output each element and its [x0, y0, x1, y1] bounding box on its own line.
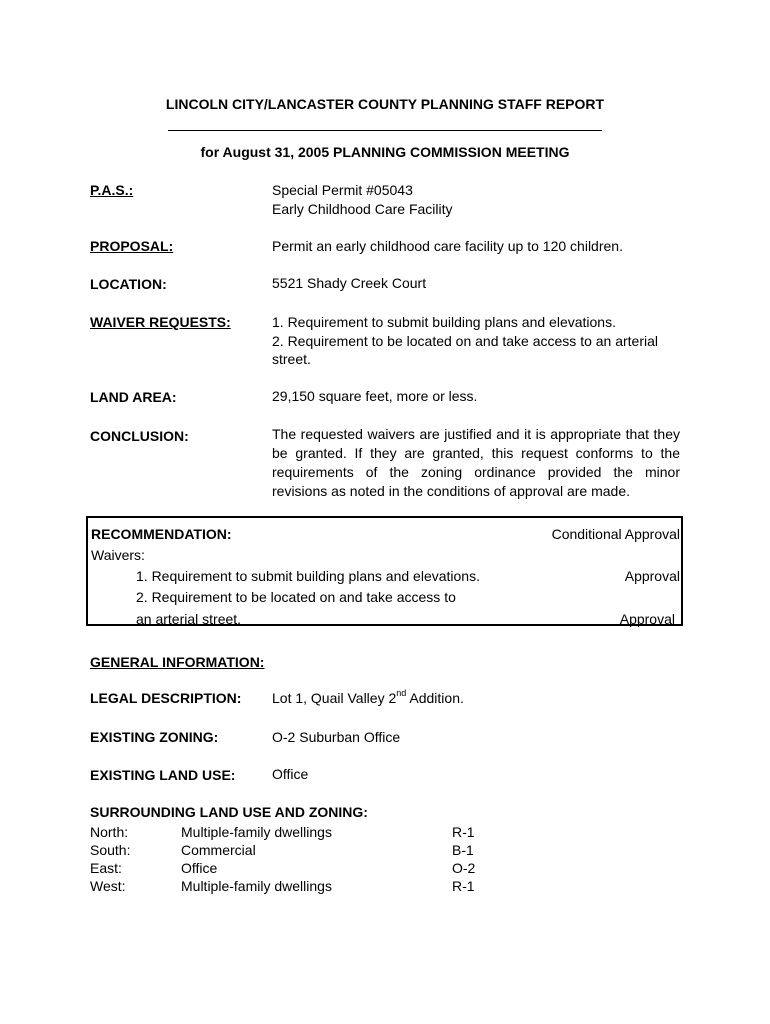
rec-waiver-item-2-cont: an arterial street. — [136, 611, 242, 627]
surrounding-zone: R-1 — [452, 878, 475, 894]
rec-waiver-item-2-status: Approval — [619, 611, 675, 627]
surrounding-use: Commercial — [181, 842, 256, 858]
report-subtitle: for August 31, 2005 PLANNING COMMISSION MEETING — [200, 144, 570, 160]
surrounding-dir: South: — [90, 842, 131, 858]
location-label: LOCATION: — [90, 276, 167, 292]
rec-waiver-item-1-status: Approval — [624, 568, 680, 584]
existing-land-use-label: EXISTING LAND USE: — [90, 767, 236, 783]
surrounding-use: Office — [181, 860, 218, 876]
waiver-item-1: 1. Requirement to submit building plans and elevations. — [272, 314, 616, 330]
rec-waiver-item-2: 2. Requirement to be located on and take access to — [136, 589, 456, 605]
rec-waivers-label: Waivers: — [91, 547, 145, 563]
existing-zoning-value: O-2 Suburban Office — [272, 729, 401, 745]
proposal-value: Permit an early childhood care facility up to 120 children. — [272, 238, 623, 254]
conclusion-label: CONCLUSION: — [90, 428, 189, 444]
legal-description-value: Lot 1, Quail Valley 2nd Addition. — [272, 688, 464, 706]
surrounding-use: Multiple-family dwellings — [181, 824, 332, 840]
surrounding-heading: SURROUNDING LAND USE AND ZONING: — [90, 804, 368, 820]
pas-permit: Special Permit #05043 — [272, 182, 413, 198]
existing-zoning-label: EXISTING ZONING: — [90, 729, 219, 745]
legal-description-label: LEGAL DESCRIPTION: — [90, 690, 242, 706]
surrounding-use: Multiple-family dwellings — [181, 878, 332, 894]
recommendation-value: Conditional Approval — [551, 526, 680, 542]
surrounding-dir: West: — [90, 878, 126, 894]
waiver-item-2: 2. Requirement to be located on and take access to an arterial — [272, 333, 659, 349]
existing-land-use-value: Office — [272, 766, 309, 782]
report-title: LINCOLN CITY/LANCASTER COUNTY PLANNING STAFF REPORT — [165, 96, 605, 112]
proposal-label: PROPOSAL: — [90, 238, 174, 254]
recommendation-label: RECOMMENDATION: — [91, 526, 232, 542]
land-area-label: LAND AREA: — [90, 389, 177, 405]
rec-waiver-item-1: 1. Requirement to submit building plans and elevations. — [136, 568, 480, 584]
surrounding-zone: R-1 — [452, 824, 475, 840]
waiver-label: WAIVER REQUESTS: — [90, 314, 231, 330]
surrounding-dir: North: — [90, 824, 129, 840]
general-info-heading: GENERAL INFORMATION: — [90, 654, 265, 670]
pas-label: P.A.S.: — [90, 182, 134, 198]
waiver-item-2-cont: street. — [272, 351, 311, 367]
surrounding-zone: O-2 — [452, 860, 476, 876]
title-rule — [168, 130, 602, 131]
land-area-value: 29,150 square feet, more or less. — [272, 388, 478, 404]
pas-facility: Early Childhood Care Facility — [272, 201, 453, 217]
surrounding-zone: B-1 — [452, 842, 474, 858]
surrounding-dir: East: — [90, 860, 122, 876]
conclusion-text: The requested waivers are justified and it is appropriate that they be granted. If they are granted, this request conforms to the requirements of the zoning ordinance provided the minor revisions as noted in the conditions of approval are made. — [272, 426, 680, 499]
location-value: 5521 Shady Creek Court — [272, 275, 427, 291]
